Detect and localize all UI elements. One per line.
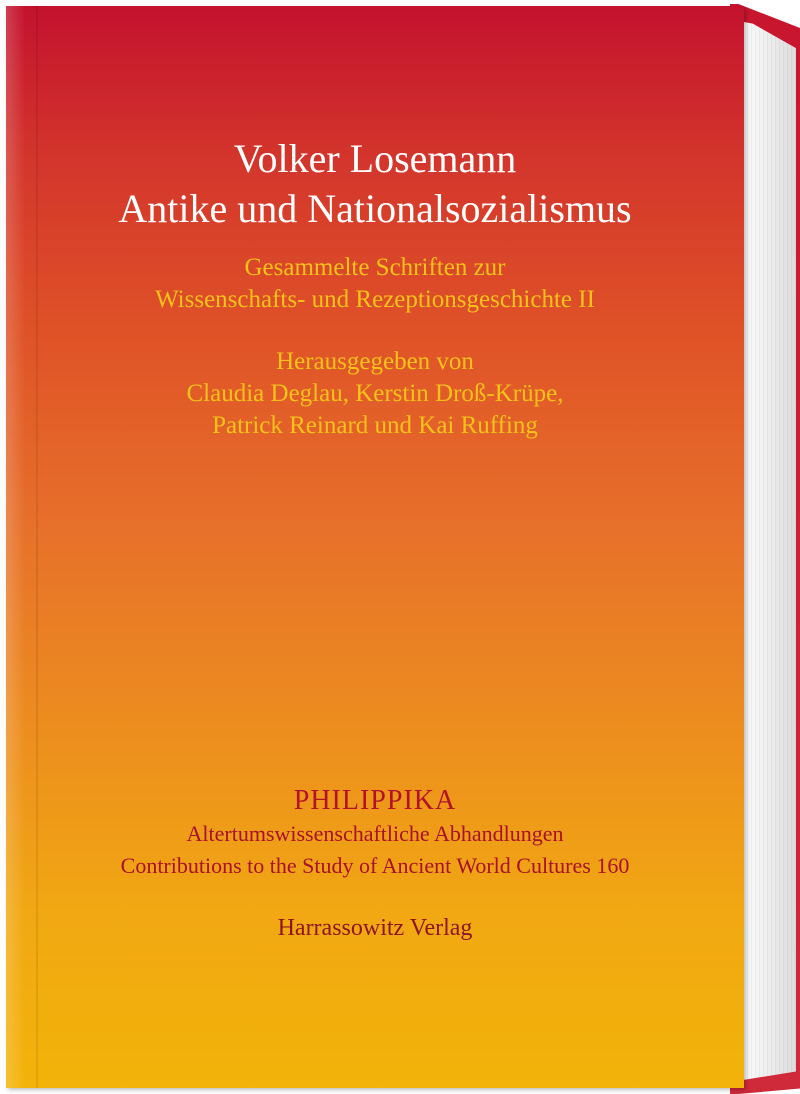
publisher-block: [6, 912, 744, 944]
book-title: Antike und Nationalsozialismus: [118, 186, 632, 231]
editors-line-3: Patrick Reinard und Kai Ruffing: [212, 412, 538, 439]
subtitle-line-2: Wissenschafts- und Rezeptionsgeschichte II: [155, 286, 595, 313]
series-name: PHILIPPIKA: [293, 785, 457, 816]
editors-block: [6, 346, 744, 442]
subtitle-block: [6, 252, 744, 316]
title-block: [6, 134, 744, 234]
series-block: [6, 784, 744, 882]
series-subtitle-en: Contributions to the Study of Ancient World Cultures 160: [120, 853, 630, 878]
editors-line-2: Claudia Deglau, Kerstin Droß-Krüpe,: [186, 380, 564, 407]
book-front-cover: [6, 6, 744, 1088]
author-name: Volker Losemann: [233, 136, 517, 181]
subtitle-line-1: Gesammelte Schriften zur: [244, 254, 506, 281]
editors-line-1: Herausgegeben von: [276, 348, 474, 375]
publisher-name: Harrassowitz Verlag: [277, 915, 473, 941]
series-subtitle-de: Altertumswissenschaftliche Abhandlungen: [186, 821, 564, 846]
